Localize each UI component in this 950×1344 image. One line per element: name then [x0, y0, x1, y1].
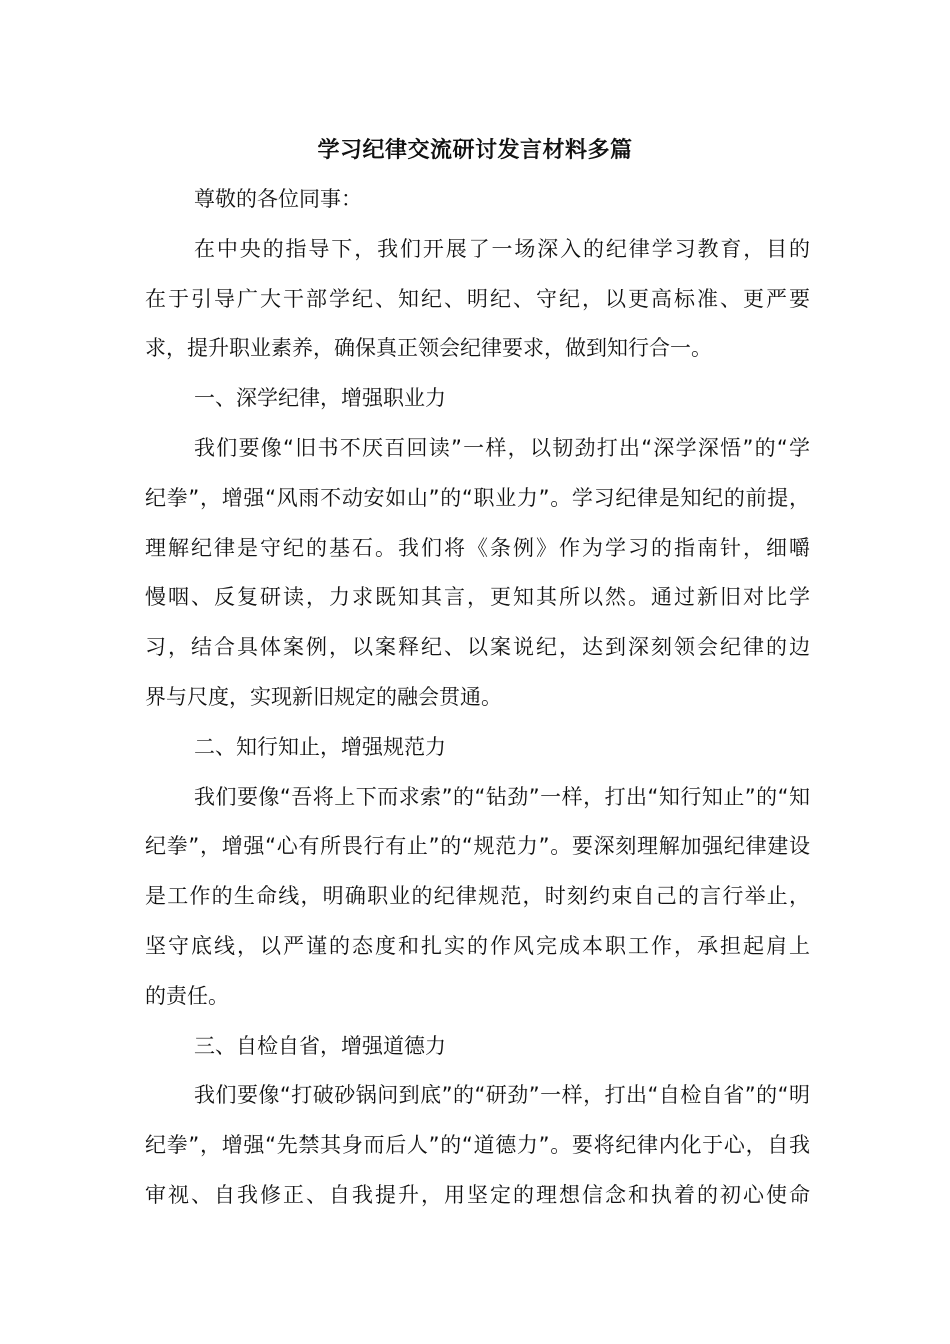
- text-line: 求，提升职业素养，确保真正领会纪律要求，做到知行合一。: [145, 336, 712, 361]
- text-line: 习，结合具体案例，以案释纪、以案说纪，达到深刻领会纪律的边: [145, 635, 810, 660]
- text-line: 尊敬的各位同事：: [194, 187, 362, 211]
- text-line: 慢咽、反复研读，力求既知其言，更知其所以然。通过新旧对比学: [145, 585, 810, 610]
- document-title: 学习纪律交流研讨发言材料多篇: [317, 138, 633, 163]
- text-line: 的责任。: [145, 983, 229, 1008]
- text-line: 三、自检自省，增强道德力: [194, 1033, 446, 1058]
- text-line: 理解纪律是守纪的基石。我们将《条例》作为学习的指南针，细嚼: [145, 535, 810, 560]
- text-line: 审视、自我修正、自我提升，用坚定的理想信念和执着的初心使命: [145, 1182, 810, 1207]
- text-line: 纪拳”，增强“风雨不动安如山”的“职业力”。学习纪律是知纪的前提，: [145, 485, 810, 510]
- text-line: 界与尺度，实现新旧规定的融会贯通。: [145, 684, 502, 709]
- text-line: 我们要像“吾将上下而求索”的“钻劲”一样，打出“知行知止”的“知: [194, 784, 810, 809]
- text-line: 是工作的生命线，明确职业的纪律规范，时刻约束自己的言行举止，: [145, 884, 810, 909]
- document-body: [145, 175, 810, 1221]
- text-line: 坚守底线，以严谨的态度和扎实的作风完成本职工作，承担起肩上: [145, 933, 810, 958]
- text-line: 我们要像“旧书不厌百回读”一样，以韧劲打出“深学深悟”的“学: [194, 435, 810, 460]
- text-line: 纪拳”，增强“心有所畏行有止”的“规范力”。要深刻理解加强纪律建设: [145, 834, 810, 859]
- text-line: 我们要像“打破砂锅问到底”的“研劲”一样，打出“自检自省”的“明: [194, 1083, 810, 1108]
- text-line: 在于引导广大干部学纪、知纪、明纪、守纪，以更高标准、更严要: [145, 286, 810, 311]
- text-line: 纪拳”，增强“先禁其身而后人”的“道德力”。要将纪律内化于心，自我: [145, 1133, 810, 1158]
- text-line: 二、知行知止，增强规范力: [194, 734, 446, 759]
- text-line: 在中央的指导下，我们开展了一场深入的纪律学习教育，目的: [194, 236, 810, 261]
- text-line: 一、深学纪律，增强职业力: [194, 386, 446, 411]
